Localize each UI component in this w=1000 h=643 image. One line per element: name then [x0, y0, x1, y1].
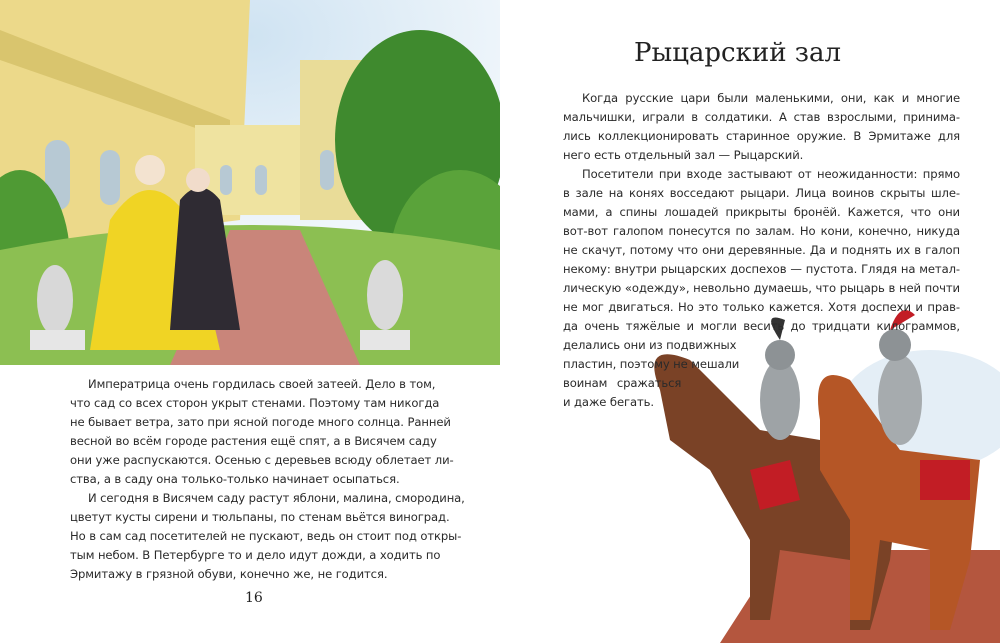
text-line: не мог двигаться. Но это только кажется. Хотя доспехи и прав- — [563, 300, 960, 314]
text-line: лись коллекционировать старинное оружие. В Эрмитаже для — [563, 129, 960, 143]
right-page — [500, 0, 1000, 643]
text-line: пластин, поэтому не мешали — [563, 357, 740, 371]
text-line: весной во всём городе растения ещё спят, а в Висячем саду — [70, 434, 437, 448]
text-line: мами, а спины лошадей прикрыты бронёй. Кажется, что они — [563, 205, 960, 219]
text-line: Когда русские цари были маленькими, они, как и многие — [582, 91, 960, 105]
text-line: Посетители при входе застывают от неожиданности: прямо — [582, 167, 960, 181]
text-line: лическую «одежду», невольно думаешь, что рыцарь в ней почти — [563, 281, 960, 295]
text-line: Императрица очень гордилась своей затеей. Дело в том, — [88, 377, 436, 391]
chapter-title: Рыцарский зал — [634, 38, 841, 68]
text-line: они уже распускаются. Осенью с деревьев всюду облетает ли- — [70, 453, 454, 467]
text-line: в зале на конях восседают рыцари. Лица воинов скрыты шле- — [563, 186, 960, 200]
text-line: ства, а в саду она только-только начинает осыпаться. — [70, 472, 400, 486]
text-line: и даже бегать. — [563, 395, 654, 409]
text-line: воинам сражаться — [563, 376, 682, 390]
text-line: не скачут, потому что они деревянные. Да и поднять их в галоп — [563, 243, 960, 257]
text-line: делались они из подвижных — [563, 338, 737, 352]
garden-painting — [0, 0, 500, 365]
text-line: не бывает ветра, зато при ясной погоде много солнца. Ранней — [70, 415, 451, 429]
text-line: Эрмитажу в грязной обуви, конечно же, не годится. — [70, 567, 388, 581]
text-line: мальчишки, играли в солдатики. А став взрослыми, принима- — [563, 110, 960, 124]
hanging-garden-illustration — [0, 0, 500, 365]
text-line: что сад со всех сторон укрыт стенами. Поэтому там никогда — [70, 396, 440, 410]
page-number: 16 — [245, 590, 263, 606]
text-line: цветут кусты сирени и тюльпаны, по стенам вьётся виноград. — [70, 510, 450, 524]
text-line: да очень тяжёлые и могли весить до тридцати килограммов, — [563, 319, 960, 333]
text-line: И сегодня в Висячем саду растут яблони, малина, смородина, — [88, 491, 465, 505]
text-line: тым небом. В Петербурге то и дело идут дожди, а ходить по — [70, 548, 441, 562]
text-line: вот-вот галопом понесутся по залам. Но кони, конечно, никуда — [563, 224, 960, 238]
text-line: Но в сам сад посетителей не пускают, ведь он стоит под откры- — [70, 529, 462, 543]
text-line: некому: внутри рыцарских доспехов — пустота. Глядя на метал- — [563, 262, 960, 276]
text-line: него есть отдельный зал — Рыцарский. — [563, 148, 804, 162]
